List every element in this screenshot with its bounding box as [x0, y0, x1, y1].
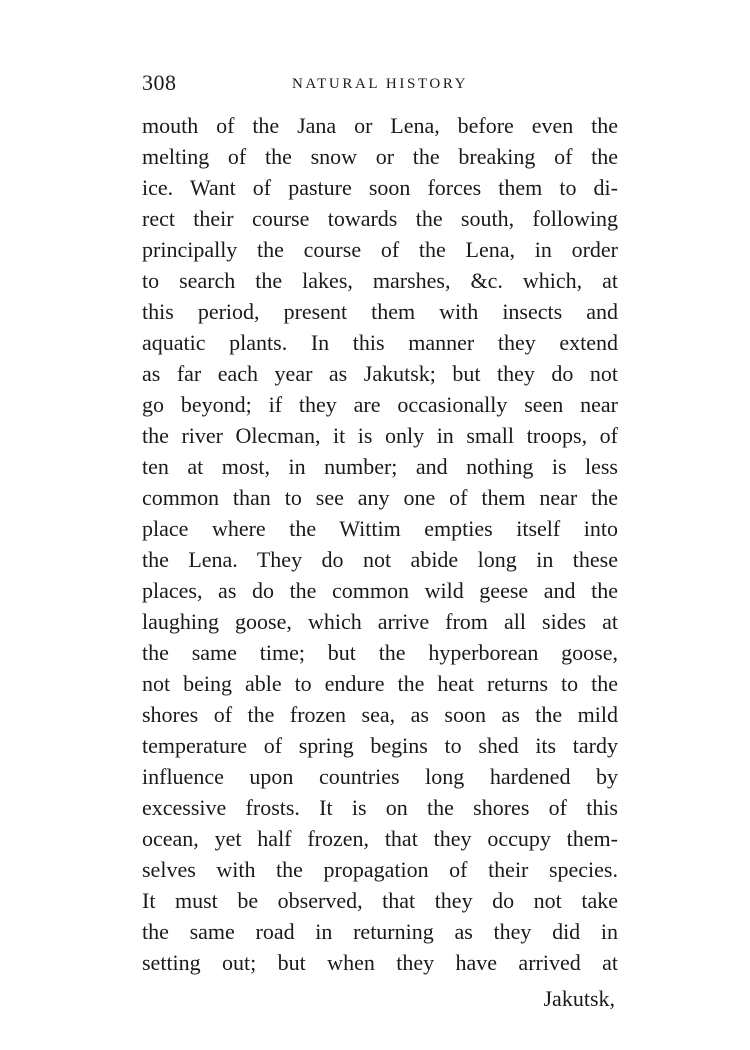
text-line: the same road in returning as they did in [142, 919, 618, 944]
text-line: as far each year as Jakutsk; but they do not [142, 361, 618, 386]
text-line: setting out; but when they have arrived at [142, 950, 618, 975]
text-line: the Lena. They do not abide long in these [142, 547, 618, 572]
body-text [142, 110, 618, 978]
text-line: the river Olecman, it is only in small troops, of [142, 423, 618, 448]
text-line: melting of the snow or the breaking of the [142, 144, 618, 169]
text-line: this period, present them with insects and [142, 299, 618, 324]
text-line: excessive frosts. It is on the shores of this [142, 795, 618, 820]
text-line: mouth of the Jana or Lena, before even the [142, 113, 618, 138]
text-line: temperature of spring begins to shed its tardy [142, 733, 618, 758]
text-line: aquatic plants. In this manner they extend [142, 330, 618, 355]
text-line: shores of the frozen sea, as soon as the mild [142, 702, 618, 727]
text-line: principally the course of the Lena, in order [142, 237, 618, 262]
text-line: common than to see any one of them near the [142, 485, 618, 510]
text-line: to search the lakes, marshes, &c. which, at [142, 268, 618, 293]
text-line: the same time; but the hyperborean goose, [142, 640, 618, 665]
text-line: not being able to endure the heat returns to the [142, 671, 618, 696]
text-line: ice. Want of pasture soon forces them to di- [142, 175, 618, 200]
running-title: NATURAL HISTORY [291, 76, 469, 92]
text-line: ten at most, in number; and nothing is less [142, 454, 618, 479]
text-line: laughing goose, which arrive from all sides at [142, 609, 618, 634]
text-line: go beyond; if they are occasionally seen near [142, 392, 618, 417]
text-line: selves with the propagation of their species. [142, 857, 618, 882]
text-line: It must be observed, that they do not take [142, 888, 618, 913]
running-head [142, 68, 618, 102]
text-line: rect their course towards the south, following [142, 206, 618, 231]
text-line: places, as do the common wild geese and the [142, 578, 618, 603]
text-line: influence upon countries long hardened by [142, 764, 618, 789]
text-line: place where the Wittim empties itself into [142, 516, 618, 541]
text-line: ocean, yet half frozen, that they occupy them- [142, 826, 618, 851]
page-number: 308 [142, 70, 177, 95]
catchword: Jakutsk, [543, 986, 615, 1011]
